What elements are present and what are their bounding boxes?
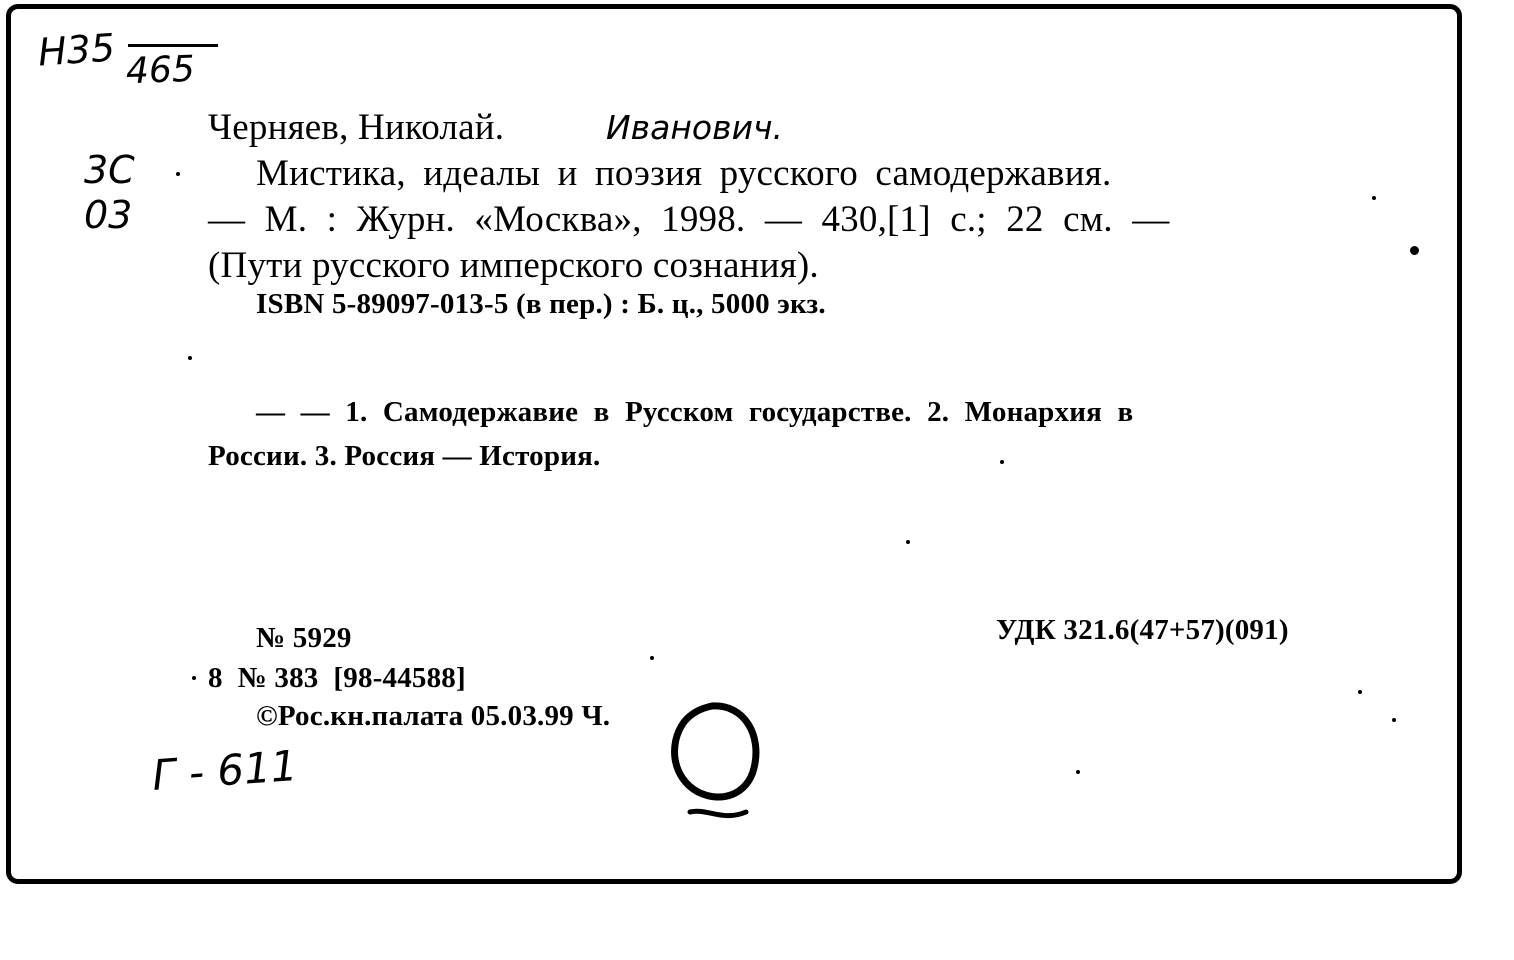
scan-speck [192,676,196,680]
author-handwritten: Иванович. [606,108,784,147]
series-line: (Пути русского имперского сознания). [208,245,819,286]
copyright-line: ©Рос.кн.палата 05.03.99 Ч. [256,700,611,732]
scan-speck [1358,690,1362,694]
scan-speck [650,656,654,660]
scan-speck [1410,246,1419,255]
publication-line: — М. : Журн. «Москва», 1998. — 430,[1] с.; 22 см. — [208,199,1170,240]
subjects-line-2: России. 3. Россия — История. [208,440,601,472]
hand-drawn-circle [650,696,780,836]
subjects-line-1: — — 1. Самодержавие в Русском государстве. 2. Монархия в [256,396,1134,428]
handwritten-code: Г - 611 [150,740,299,801]
classification-line-1: 3С [84,148,135,192]
scan-speck [906,540,910,544]
scan-speck [188,356,192,360]
title-line: Мистика, идеалы и поэзия русского самодержавия. [256,153,1112,194]
scan-speck [1392,718,1396,722]
scan-speck [1076,770,1080,774]
scan-speck [1372,196,1376,200]
udk-code: УДК 321.6(47+57)(091) [996,614,1289,646]
record-number: № 5929 [256,622,352,654]
shelfmark-top: Н35 [36,25,117,75]
classification-line-2: 03 [84,193,133,237]
scan-speck [1000,460,1004,464]
shelfmark-bottom: 465 [125,48,196,93]
registration-number: 8 № 383 [98-44588] [208,662,466,694]
scan-speck [176,172,180,176]
author-printed: Черняев, Николай. [208,107,505,148]
shelfmark-fraction-line [128,44,218,47]
isbn-line: ISBN 5-89097-013-5 (в пер.) : Б. ц., 5000 экз. [256,288,826,320]
